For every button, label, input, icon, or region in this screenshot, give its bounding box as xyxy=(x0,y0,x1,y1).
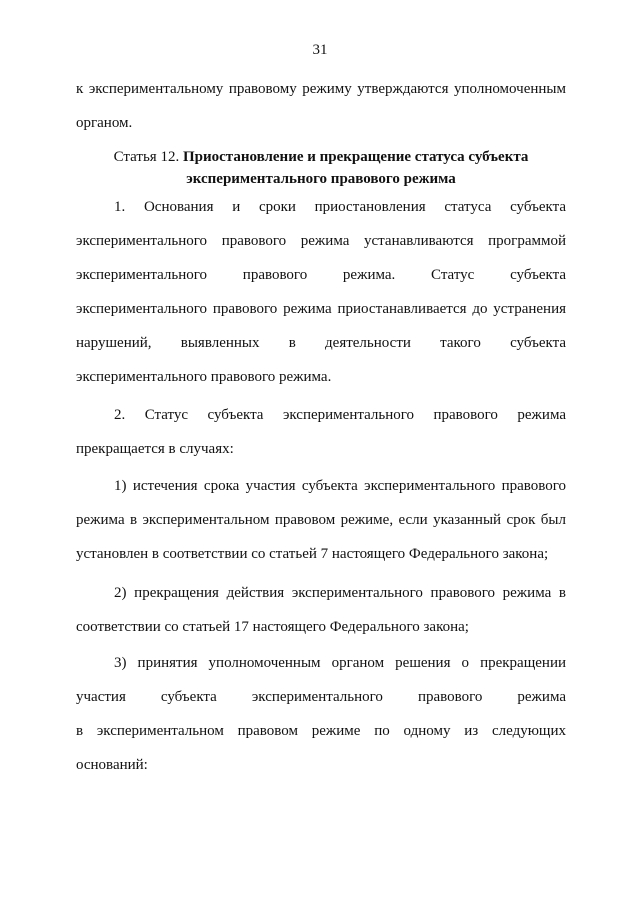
text-line: в экспериментальном правовом режиме по одному из следующих xyxy=(76,723,566,739)
text-line: оснований: xyxy=(76,757,148,773)
paragraph-2 xyxy=(76,398,566,466)
text-line: 2) прекращения действия экспериментального правового режима в xyxy=(114,585,566,601)
list-item-2 xyxy=(76,576,566,644)
article-title-cont: экспериментального правового режима xyxy=(186,171,456,187)
text-line: экспериментального правового режима. Статус субъекта xyxy=(76,267,566,283)
text-line: 2. Статус субъекта экспериментального правового режима xyxy=(114,407,566,423)
intro-paragraph xyxy=(76,72,566,140)
article-heading xyxy=(76,146,566,190)
text-line: 3) принятия уполномоченным органом решения о прекращении xyxy=(114,655,566,671)
heading-line xyxy=(76,146,566,168)
page-number: 31 xyxy=(312,42,328,58)
list-item-3 xyxy=(76,646,566,782)
text-line: соответствии со статьей 17 настоящего Федерального закона; xyxy=(76,619,469,635)
text-line: установлен в соответствии со статьей 7 настоящего Федерального закона; xyxy=(76,546,549,562)
text-line: к экспериментальному правовому режиму утверждаются уполномоченным xyxy=(76,81,566,97)
text-line: режима в экспериментальном правовом режиме, если указанный срок был xyxy=(76,512,566,528)
list-item-1 xyxy=(76,469,566,571)
heading-line xyxy=(76,168,566,190)
text-line: нарушений, выявленных в деятельности такого субъекта xyxy=(76,335,566,351)
text-line: органом. xyxy=(76,115,133,131)
paragraph-1 xyxy=(76,190,566,394)
text-line: 1. Основания и сроки приостановления статуса субъекта xyxy=(114,199,566,215)
text-line: 1) истечения срока участия субъекта экспериментального правового xyxy=(114,478,566,494)
text-line: экспериментального правового режима. xyxy=(76,369,332,385)
article-title: Приостановление и прекращение статуса субъекта xyxy=(182,149,529,165)
article-number: Статья 12. xyxy=(113,149,180,165)
text-line: прекращается в случаях: xyxy=(76,441,234,457)
text-line: участия субъекта экспериментального правового режима xyxy=(76,689,566,705)
text-line: экспериментального правового режима устанавливаются программой xyxy=(76,233,566,249)
text-line: экспериментального правового режима приостанавливается до устранения xyxy=(76,301,566,317)
